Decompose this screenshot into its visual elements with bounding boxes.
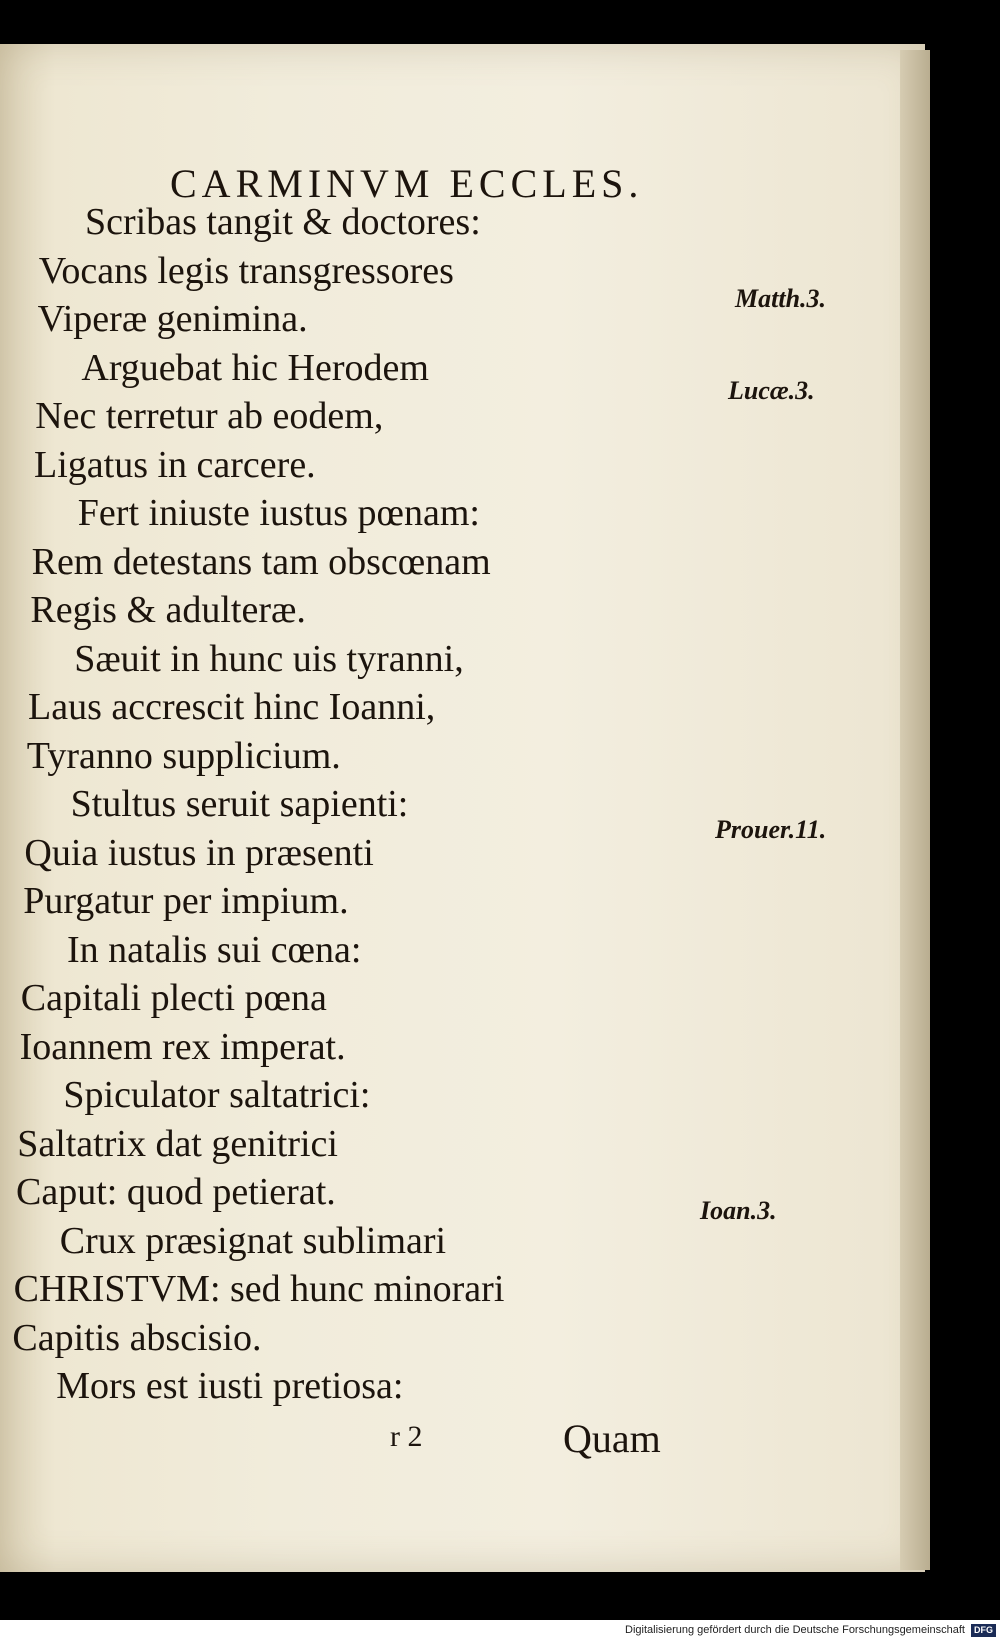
- verse-line: CHRISTVM: sed hunc minorari: [13, 1268, 505, 1310]
- verse-line: Ligatus in carcere.: [34, 443, 316, 486]
- verse-line: Arguebat hic Herodem: [81, 346, 429, 389]
- verse-line: Spiculator saltatrici:: [63, 1074, 371, 1116]
- running-head: CARMINVM ECCLES.: [170, 161, 644, 206]
- dfg-logo: DFG: [971, 1624, 996, 1637]
- signature-mark: r 2: [390, 1420, 423, 1453]
- verse-line: Tyranno supplicium.: [26, 734, 341, 777]
- verse-line: Rem detestans tam obscœnam: [31, 540, 491, 583]
- verse-line: Fert iniuste iustus pœnam:: [77, 492, 480, 534]
- verse-line: Nec terretur ab eodem,: [35, 395, 384, 437]
- verse-line: Quia iustus in præsenti: [24, 831, 374, 874]
- verse-line: In natalis sui cœna:: [67, 928, 362, 971]
- verse-line: Purgatur per impium.: [23, 880, 349, 922]
- verse-line: Ioannem rex imperat.: [19, 1025, 346, 1068]
- verse-line: Sæuit in hunc uis tyranni,: [74, 637, 464, 680]
- margin-note: Ioan.3.: [700, 1196, 777, 1225]
- catchword: Quam: [563, 1416, 661, 1461]
- page-edge: [900, 50, 930, 1570]
- verse-line: Mors est iusti pretiosa:: [56, 1365, 404, 1407]
- verse-line: Laus accrescit hinc Ioanni,: [28, 686, 436, 728]
- margin-note: Prouer.11.: [715, 815, 827, 844]
- verse-line: Caput: quod petierat.: [16, 1171, 336, 1213]
- verse-line: Saltatrix dat genitrici: [17, 1122, 338, 1165]
- verse-line: Scribas tangit & doctores:: [85, 201, 481, 243]
- verse-line: Capitis abscisio.: [12, 1316, 262, 1359]
- margin-note: Matth.3.: [735, 284, 827, 313]
- digitization-footer: [0, 1620, 1000, 1641]
- margin-note: Lucæ.3.: [728, 376, 815, 405]
- verse-line: Capitali plecti pœna: [20, 977, 327, 1019]
- verse-line: Viperæ genimina.: [37, 298, 308, 340]
- verse-line: Vocans legis transgressores: [38, 249, 454, 292]
- verse-line: Regis & adulteræ.: [30, 589, 306, 631]
- footer-text: Digitalisierung gefördert durch die Deutsche Forschungsgemeinschaft: [625, 1624, 965, 1636]
- verse-line: Stultus seruit sapienti:: [70, 783, 409, 825]
- verse-line: Crux præsignat sublimari: [59, 1219, 447, 1262]
